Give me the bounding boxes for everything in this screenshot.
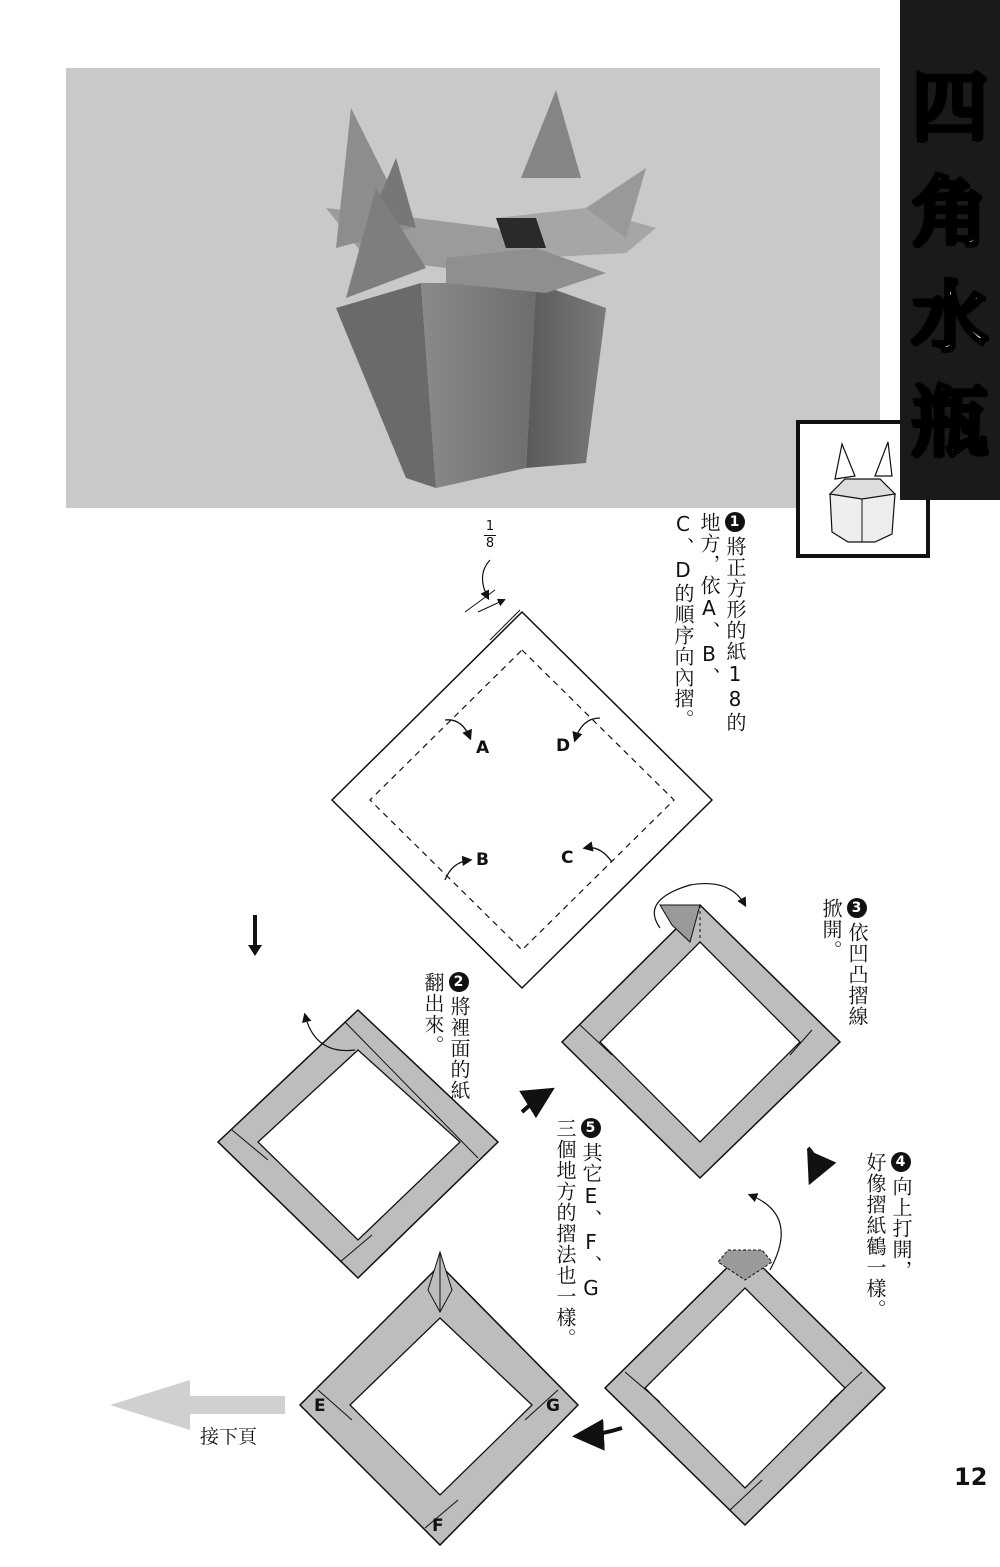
step1-frac-den: 8	[723, 687, 747, 712]
fraction-numerator: 1	[485, 519, 495, 534]
step5-number: 5	[581, 1118, 601, 1138]
diagram-fraction	[482, 520, 498, 551]
next-page-arrow-icon	[110, 1380, 285, 1430]
step3-number: 3	[847, 898, 867, 918]
step5-line2: 三個地方的摺法也一樣。	[553, 1118, 577, 1349]
step1-diagram	[332, 560, 712, 988]
arrow-down-icon	[248, 915, 262, 956]
step1-line2: 地方，依A、B、	[697, 512, 721, 688]
step5-diagram	[300, 1252, 578, 1545]
fold-label-c: C	[561, 848, 574, 868]
step2-number: 2	[449, 972, 469, 992]
fraction-denominator: 8	[485, 536, 495, 551]
step5-line1: 其它E、F、G	[579, 1142, 603, 1301]
step4-line1: 向上打開，	[889, 1176, 913, 1281]
step5-text	[552, 1118, 604, 1398]
step1-text	[670, 512, 748, 832]
step4-number: 4	[891, 1152, 911, 1172]
step3-text	[818, 898, 870, 1038]
arrow-left-icon	[580, 1428, 622, 1436]
step2-line2: 翻出來。	[421, 972, 445, 1056]
fold-label-b: B	[476, 850, 489, 870]
step1-line3: C、D的順序向內摺。	[671, 512, 695, 730]
title-char-2: 角	[912, 168, 988, 257]
step4-text	[862, 1152, 914, 1372]
title-char-3: 水	[912, 273, 988, 362]
step4-line2: 好像摺紙鶴一樣。	[863, 1152, 887, 1320]
step1-line1b: 的	[723, 712, 747, 733]
title-char-1: 四	[912, 63, 988, 152]
arrow-down-curve-icon	[808, 1148, 815, 1178]
page-number: 12	[954, 1463, 988, 1491]
step1-line1a: 將正方形的紙	[723, 536, 747, 662]
title-char-4: 瓶	[912, 378, 988, 467]
step2-text	[420, 972, 472, 1112]
fold-label-g: G	[546, 1396, 560, 1416]
step4-diagram	[605, 1195, 885, 1525]
fold-label-e: E	[314, 1396, 326, 1416]
fold-label-d: D	[556, 736, 571, 756]
arrow-right-icon	[522, 1092, 548, 1112]
step3-line1: 依凹凸摺線	[845, 922, 869, 1027]
step2-line1: 將裡面的紙	[447, 996, 471, 1101]
step3-line2: 掀開。	[819, 898, 843, 961]
fold-label-a: A	[476, 738, 490, 758]
step1-number: 1	[725, 512, 745, 532]
fold-label-f: F	[432, 1516, 444, 1536]
step1-frac-num: 1	[723, 662, 747, 687]
next-page-label: 接下頁	[200, 1426, 258, 1448]
